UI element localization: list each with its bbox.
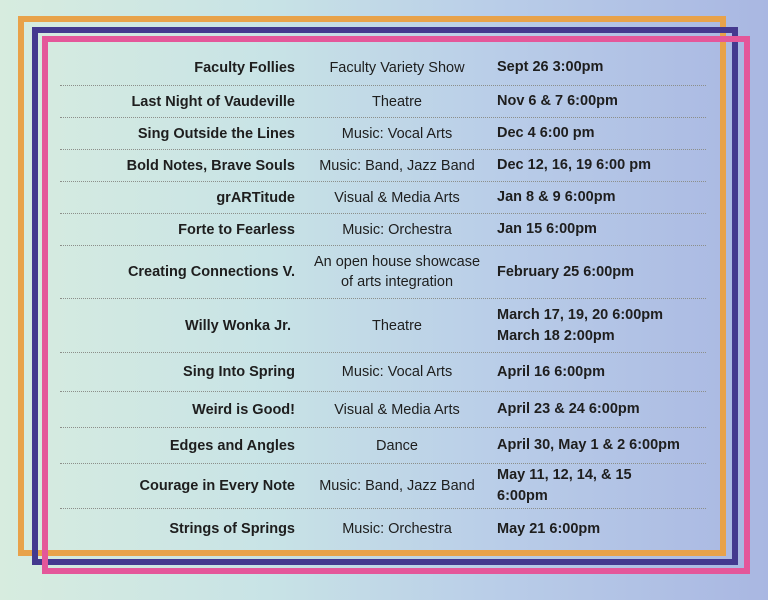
event-category: Visual & Media Arts: [334, 401, 460, 418]
events-schedule-table: [60, 50, 706, 549]
event-dates: May 21 6:00pm: [497, 520, 601, 537]
event-name: grARTitude: [216, 189, 295, 206]
event-dates: Dec 12, 16, 19 6:00 pm: [497, 157, 651, 173]
event-category: Music: Orchestra: [342, 521, 452, 537]
event-name: Forte to Fearless: [178, 221, 295, 238]
event-row: [60, 353, 706, 392]
event-row: [60, 464, 706, 509]
event-name: Faculty Follies: [194, 59, 295, 76]
event-name: Last Night of Vaudeville: [131, 93, 295, 110]
event-row: [60, 214, 706, 246]
event-name: Sing Outside the Lines: [137, 125, 295, 142]
event-row: [60, 150, 706, 182]
event-dates: Dec 4 6:00 pm: [497, 125, 595, 141]
event-dates: March 17, 19, 20 6:00pm March 18 2:00pm: [497, 306, 664, 344]
event-row: [60, 50, 706, 86]
event-row: [60, 509, 706, 549]
event-category: Theatre: [372, 317, 422, 334]
event-row: [60, 246, 706, 299]
event-category: Music: Vocal Arts: [341, 125, 453, 142]
event-name: Courage in Every Note: [139, 478, 295, 494]
event-category: An open house showcase of arts integration: [313, 254, 481, 290]
event-dates: April 23 & 24 6:00pm: [497, 401, 640, 417]
event-name: Sing Into Spring: [183, 364, 295, 380]
event-category: Music: Orchestra: [342, 221, 452, 238]
event-category: Music: Vocal Arts: [341, 364, 453, 380]
event-category: Visual & Media Arts: [334, 189, 460, 206]
event-row: [60, 428, 706, 464]
event-name: Creating Connections V.: [127, 264, 295, 280]
event-row: [60, 86, 706, 118]
event-name: Bold Notes, Brave Souls: [126, 157, 295, 174]
event-category: Music: Band, Jazz Band: [319, 157, 475, 174]
event-dates: April 30, May 1 & 2 6:00pm: [497, 437, 680, 453]
event-name: Strings of Springs: [169, 521, 295, 537]
event-dates: Jan 8 & 9 6:00pm: [497, 189, 616, 205]
event-name: Weird is Good!: [192, 401, 295, 418]
event-category: Faculty Variety Show: [329, 59, 465, 76]
event-name: Willy Wonka Jr.: [185, 317, 291, 334]
event-row: [60, 118, 706, 150]
event-dates: April 16 6:00pm: [497, 363, 605, 380]
event-dates: Nov 6 & 7 6:00pm: [497, 93, 618, 109]
event-category: Dance: [376, 437, 418, 454]
event-dates: May 11, 12, 14, & 15 6:00pm: [497, 467, 632, 504]
event-row: [60, 299, 706, 353]
event-name: Edges and Angles: [169, 437, 295, 454]
event-dates: Sept 26 3:00pm: [497, 59, 604, 75]
event-dates: Jan 15 6:00pm: [497, 221, 597, 237]
event-row: [60, 392, 706, 428]
event-category: Theatre: [372, 93, 422, 110]
event-dates: February 25 6:00pm: [497, 263, 635, 280]
event-row: [60, 182, 706, 214]
event-category: Music: Band, Jazz Band: [319, 478, 475, 494]
